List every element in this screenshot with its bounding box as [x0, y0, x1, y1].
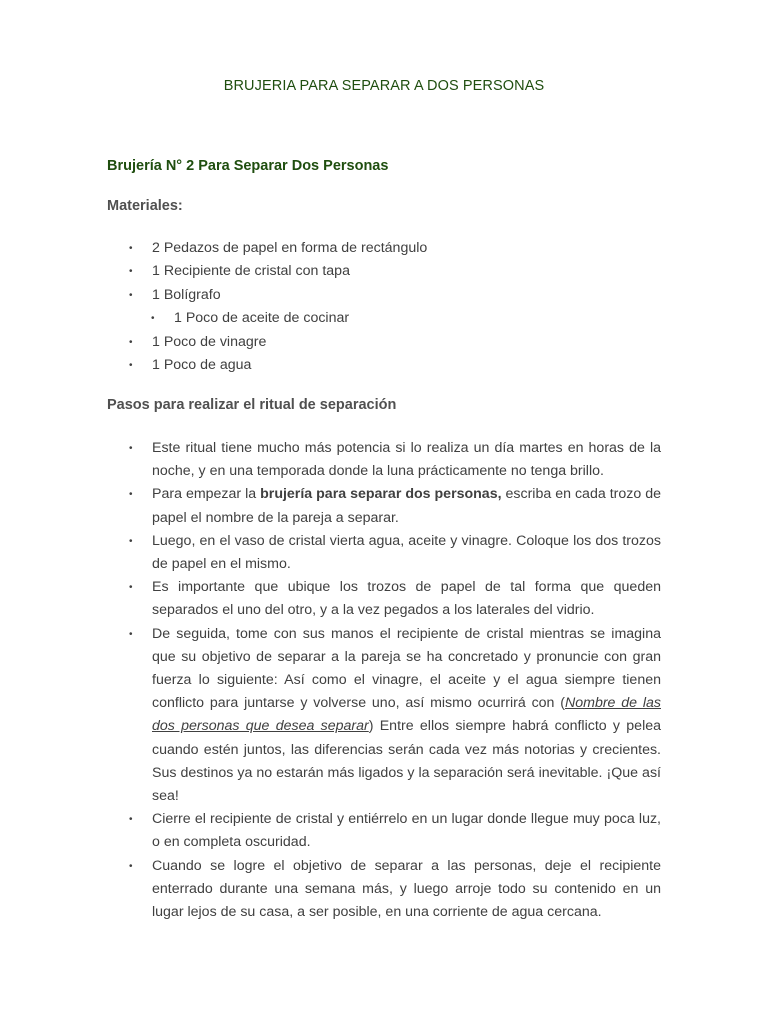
- step-text: escriba en cada trozo de papel el nombre de la pareja a separar.: [152, 486, 661, 526]
- bullet-icon: •: [129, 582, 133, 594]
- bullet-icon: •: [129, 443, 133, 454]
- step-text: Cierre el recipiente de cristal y entiérrelo en un lugar donde llegue muy poca luz, o en completa oscuridad.: [152, 811, 661, 851]
- document-title: BRUJERIA PARA SEPARAR A DOS PERSONAS: [223, 78, 545, 94]
- step-text: ) Entre ellos siempre habrá conflicto y pelea cuando estén juntos, las diferencias serán cada vez más notorias y crecientes. Sus destinos ya no estarán más ligados y la separación será inevitable. ¡Que así sea!: [152, 718, 661, 805]
- material-label: 1 Poco de vinagre: [152, 333, 267, 350]
- step-text: Luego, en el vaso de cristal vierta agua, aceite y vinagre. Coloque los dos trozos de papel en el mismo.: [152, 532, 661, 573]
- spell-subtitle: Brujería N° 2 Para Separar Dos Personas: [107, 158, 389, 174]
- bullet-icon: •: [129, 814, 133, 826]
- bullet-icon: •: [129, 336, 133, 348]
- material-label: 2 Pedazos de papel en forma de rectángulo: [152, 240, 428, 256]
- material-label: 1 Poco de aceite de cocinar: [174, 310, 350, 327]
- list-item: [107, 530, 661, 576]
- list-item: [107, 576, 661, 622]
- list-item: [107, 331, 667, 354]
- list-item: [107, 437, 661, 483]
- list-item: [107, 284, 667, 307]
- list-item: [107, 855, 661, 925]
- step-text: Cuando se logre el objetivo de separar a las personas, deje el recipiente enterrado durante una semana más, y luego arroje todo su contenido en un lugar lejos de su casa, a ser posible, en una corriente de agua cercana.: [152, 857, 661, 921]
- materials-heading: Materiales:: [107, 198, 183, 214]
- bullet-icon: •: [129, 489, 133, 501]
- steps-list: [107, 437, 661, 924]
- step-emphasis: brujería para separar dos personas,: [260, 486, 502, 503]
- step-text: Para empezar la: [152, 486, 261, 503]
- material-label: 1 Recipiente de cristal con tapa: [152, 263, 350, 280]
- steps-heading: Pasos para realizar el ritual de separación: [107, 397, 397, 413]
- list-item: [107, 483, 661, 529]
- material-label: 1 Bolígrafo: [152, 286, 221, 303]
- list-item: [107, 808, 661, 854]
- names-placeholder: Nombre de las dos personas que desea separar: [152, 695, 661, 735]
- list-item: [107, 237, 667, 260]
- step-text: De seguida, tome con sus manos el recipiente de cristal mientras se imagina que su objetivo de separar a la pareja se ha concretado y pronuncie con gran fuerza lo siguiente: Así como el vinagre, el aceite y el agua siempre tienen conflicto para juntarse y volverse uno, así mismo ocurrirá con (: [152, 625, 661, 712]
- list-item: [107, 354, 667, 377]
- bullet-icon: •: [129, 289, 133, 301]
- bullet-icon: •: [151, 313, 155, 325]
- step-text: Es importante que ubique los trozos de papel de tal forma que queden separados el uno del otro, y a la vez pegados a los laterales del vidrio.: [152, 579, 661, 619]
- list-item: [107, 307, 667, 330]
- list-item: [107, 260, 667, 283]
- materials-list: [107, 237, 667, 377]
- bullet-icon: •: [129, 359, 133, 371]
- bullet-icon: •: [129, 860, 133, 872]
- bullet-icon: •: [129, 628, 133, 640]
- bullet-icon: •: [129, 535, 133, 547]
- bullet-icon: •: [129, 266, 133, 278]
- bullet-icon: •: [129, 243, 133, 254]
- material-label: 1 Poco de agua: [152, 356, 252, 373]
- step-text: Este ritual tiene mucho más potencia si lo realiza un día martes en horas de la noche, y en una temporada donde la luna prácticamente no tenga brillo.: [152, 440, 661, 480]
- list-item: [107, 623, 661, 809]
